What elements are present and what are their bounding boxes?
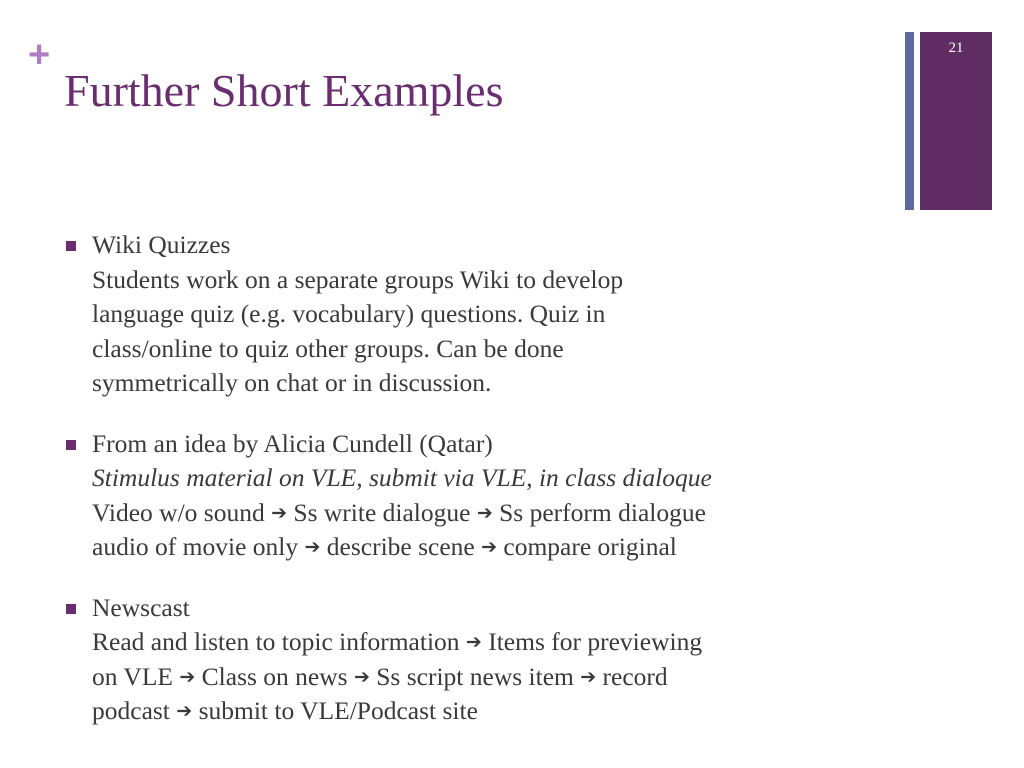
bullet-alicia-idea	[66, 427, 926, 565]
bullet-italic-line	[92, 461, 926, 496]
plus-icon: +	[28, 34, 51, 76]
flow-line	[92, 625, 926, 660]
bullet-heading: Newscast	[92, 592, 190, 622]
bullet-wiki-quizzes	[66, 228, 926, 401]
flow-line	[92, 530, 926, 565]
flow-step: Read and listen to topic information	[92, 627, 460, 656]
arrow-right-icon: ➔	[271, 501, 288, 524]
flow-step: compare original	[503, 532, 677, 561]
page-number: 21	[948, 40, 964, 56]
arrow-right-icon: ➔	[481, 536, 498, 558]
flow-line	[92, 660, 926, 695]
flow-step: Video w/o sound	[92, 497, 265, 527]
bullet-marker-icon	[66, 241, 76, 251]
flow-step: Ss script news item	[376, 661, 574, 691]
flow-line	[92, 496, 926, 531]
arrow-right-icon: ➔	[353, 665, 370, 688]
arrow-right-icon: ➔	[179, 665, 196, 688]
flow-step: on VLE	[92, 661, 173, 691]
accent-bar-thin	[905, 32, 914, 210]
flow-step: describe scene	[326, 532, 475, 561]
slide-title: Further Short Examples	[64, 65, 504, 116]
italic-text: Stimulus material on VLE, submit via VLE	[92, 463, 527, 492]
flow-step: Ss perform dialogue	[499, 497, 706, 527]
bullet-text-line: symmetrically on chat or in discussion.	[92, 368, 492, 397]
accent-bar-thick	[920, 32, 992, 210]
flow-step: record	[602, 661, 668, 691]
separator-text: ,	[526, 463, 539, 492]
arrow-right-icon: ➔	[176, 700, 193, 722]
slide-body	[66, 228, 926, 729]
bullet-marker-icon	[66, 440, 76, 450]
flow-step: submit to VLE/Podcast site	[198, 696, 478, 725]
arrow-right-icon: ➔	[465, 631, 482, 653]
flow-step: Ss write dialogue	[293, 497, 471, 527]
bullet-heading: From an idea by Alicia Cundell (Qatar)	[92, 428, 493, 458]
bullet-heading: Wiki Quizzes	[92, 230, 231, 259]
bullet-marker-icon	[66, 604, 76, 614]
flow-step: podcast	[92, 696, 170, 725]
flow-step: Class on news	[201, 661, 348, 691]
italic-text: in class dialoque	[538, 463, 712, 492]
arrow-right-icon: ➔	[304, 536, 321, 558]
bullet-text-line: Students work on a separate groups Wiki to develop	[92, 264, 624, 294]
arrow-right-icon: ➔	[580, 665, 597, 688]
bullet-text-line: class/online to quiz other groups. Can be done	[92, 333, 564, 363]
arrow-right-icon: ➔	[476, 501, 493, 524]
bullet-text-line: language quiz (e.g. vocabulary) questions. Quiz in	[92, 299, 606, 328]
flow-step: audio of movie only	[92, 532, 299, 561]
flow-line	[92, 694, 926, 729]
flow-step: Items for previewing	[488, 627, 703, 656]
bullet-newscast	[66, 591, 926, 729]
